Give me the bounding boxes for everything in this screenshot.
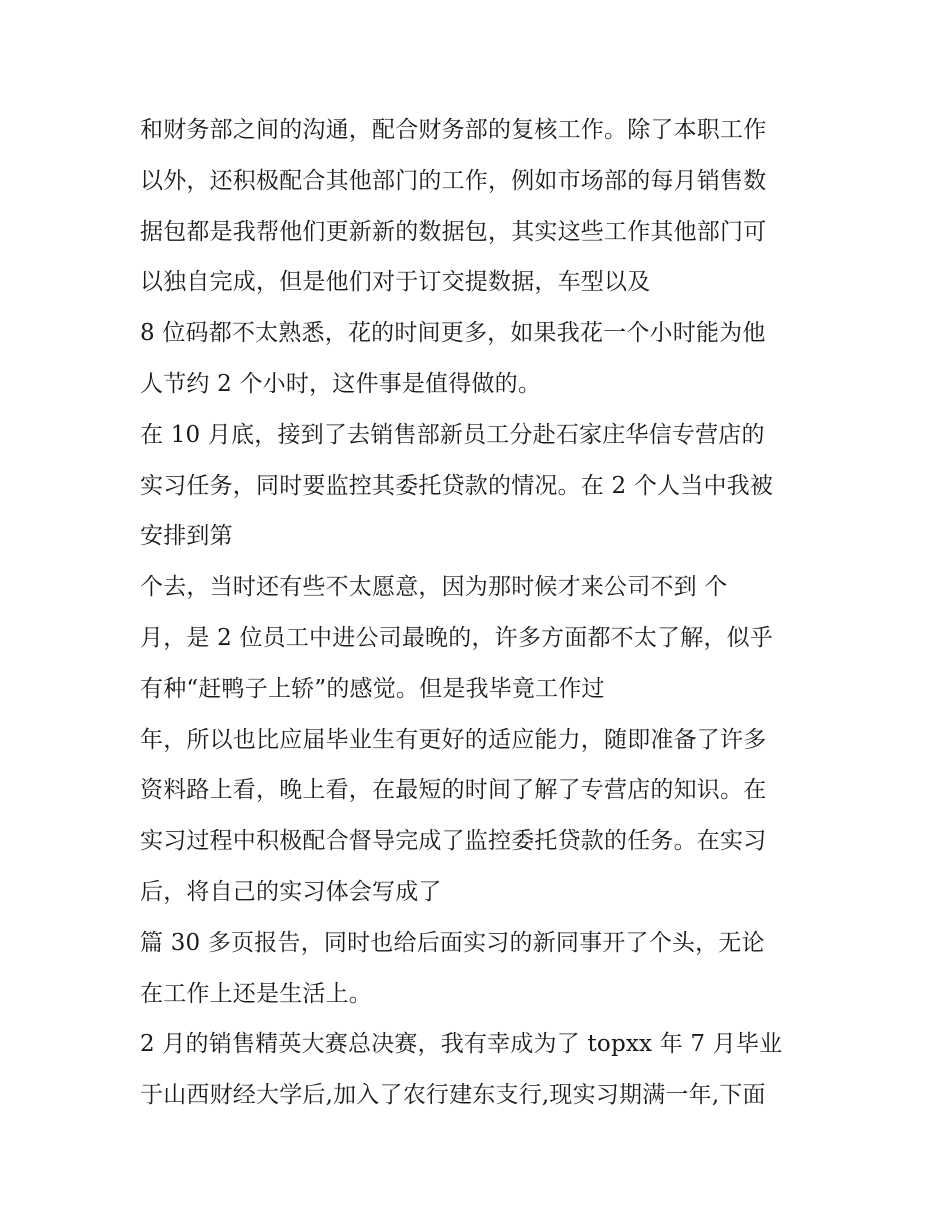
text-line: 8 位码都不太熟悉，花的时间更多，如果我花一个小时能为他	[140, 320, 766, 347]
text-line: 月，是 2 位员工中进公司最晚的，许多方面都不太了解，似乎	[140, 624, 774, 651]
text-line: 个去，当时还有些不太愿意，因为那时候才来公司不到 个	[140, 574, 728, 601]
text-line: 有种“赶鸭子上轿”的感觉。但是我毕竟工作过	[140, 675, 605, 702]
text-line: 以独自完成，但是他们对于订交提数据，车型以及	[140, 269, 651, 296]
text-line: 后，将自己的实习体会写成了	[140, 878, 442, 905]
text-line: 在工作上还是生活上。	[140, 980, 372, 1007]
text-line: 据包都是我帮他们更新新的数据包，其实这些工作其他部门可	[140, 218, 767, 245]
text-line: 实习任务，同时要监控其委托贷款的情况。在 2 个人当中我被	[140, 472, 774, 499]
text-line: 和财务部之间的沟通，配合财务部的复核工作。除了本职工作	[140, 117, 767, 143]
text-line: 以外，还积极配合其他部门的工作，例如市场部的每月销售数	[140, 167, 767, 194]
text-line: 安排到第	[140, 523, 233, 550]
text-line: 2 月的销售精英大赛总决赛，我有幸成为了 topxx 年 7 月毕业	[140, 1031, 783, 1058]
text-line: 年，所以也比应届毕业生有更好的适应能力，随即准备了许多	[140, 726, 767, 753]
text-line: 实习过程中积极配合督导完成了监控委托贷款的任务。在实习	[140, 828, 767, 855]
text-line: 篇 30 多页报告，同时也给后面实习的新同事开了个头，无论	[140, 929, 765, 956]
text-line: 在 10 月底，接到了去销售部新员工分赴石家庄华信专营店的	[140, 421, 765, 448]
text-line: 资料路上看，晚上看，在最短的时间了解了专营店的知识。在	[140, 777, 767, 804]
text-line: 于山西财经大学后,加入了农行建东支行,现实习期满一年,下面	[140, 1082, 766, 1109]
text-line: 人节约 2 个小时，这件事是值得做的。	[140, 370, 542, 397]
body-text	[140, 105, 830, 1121]
